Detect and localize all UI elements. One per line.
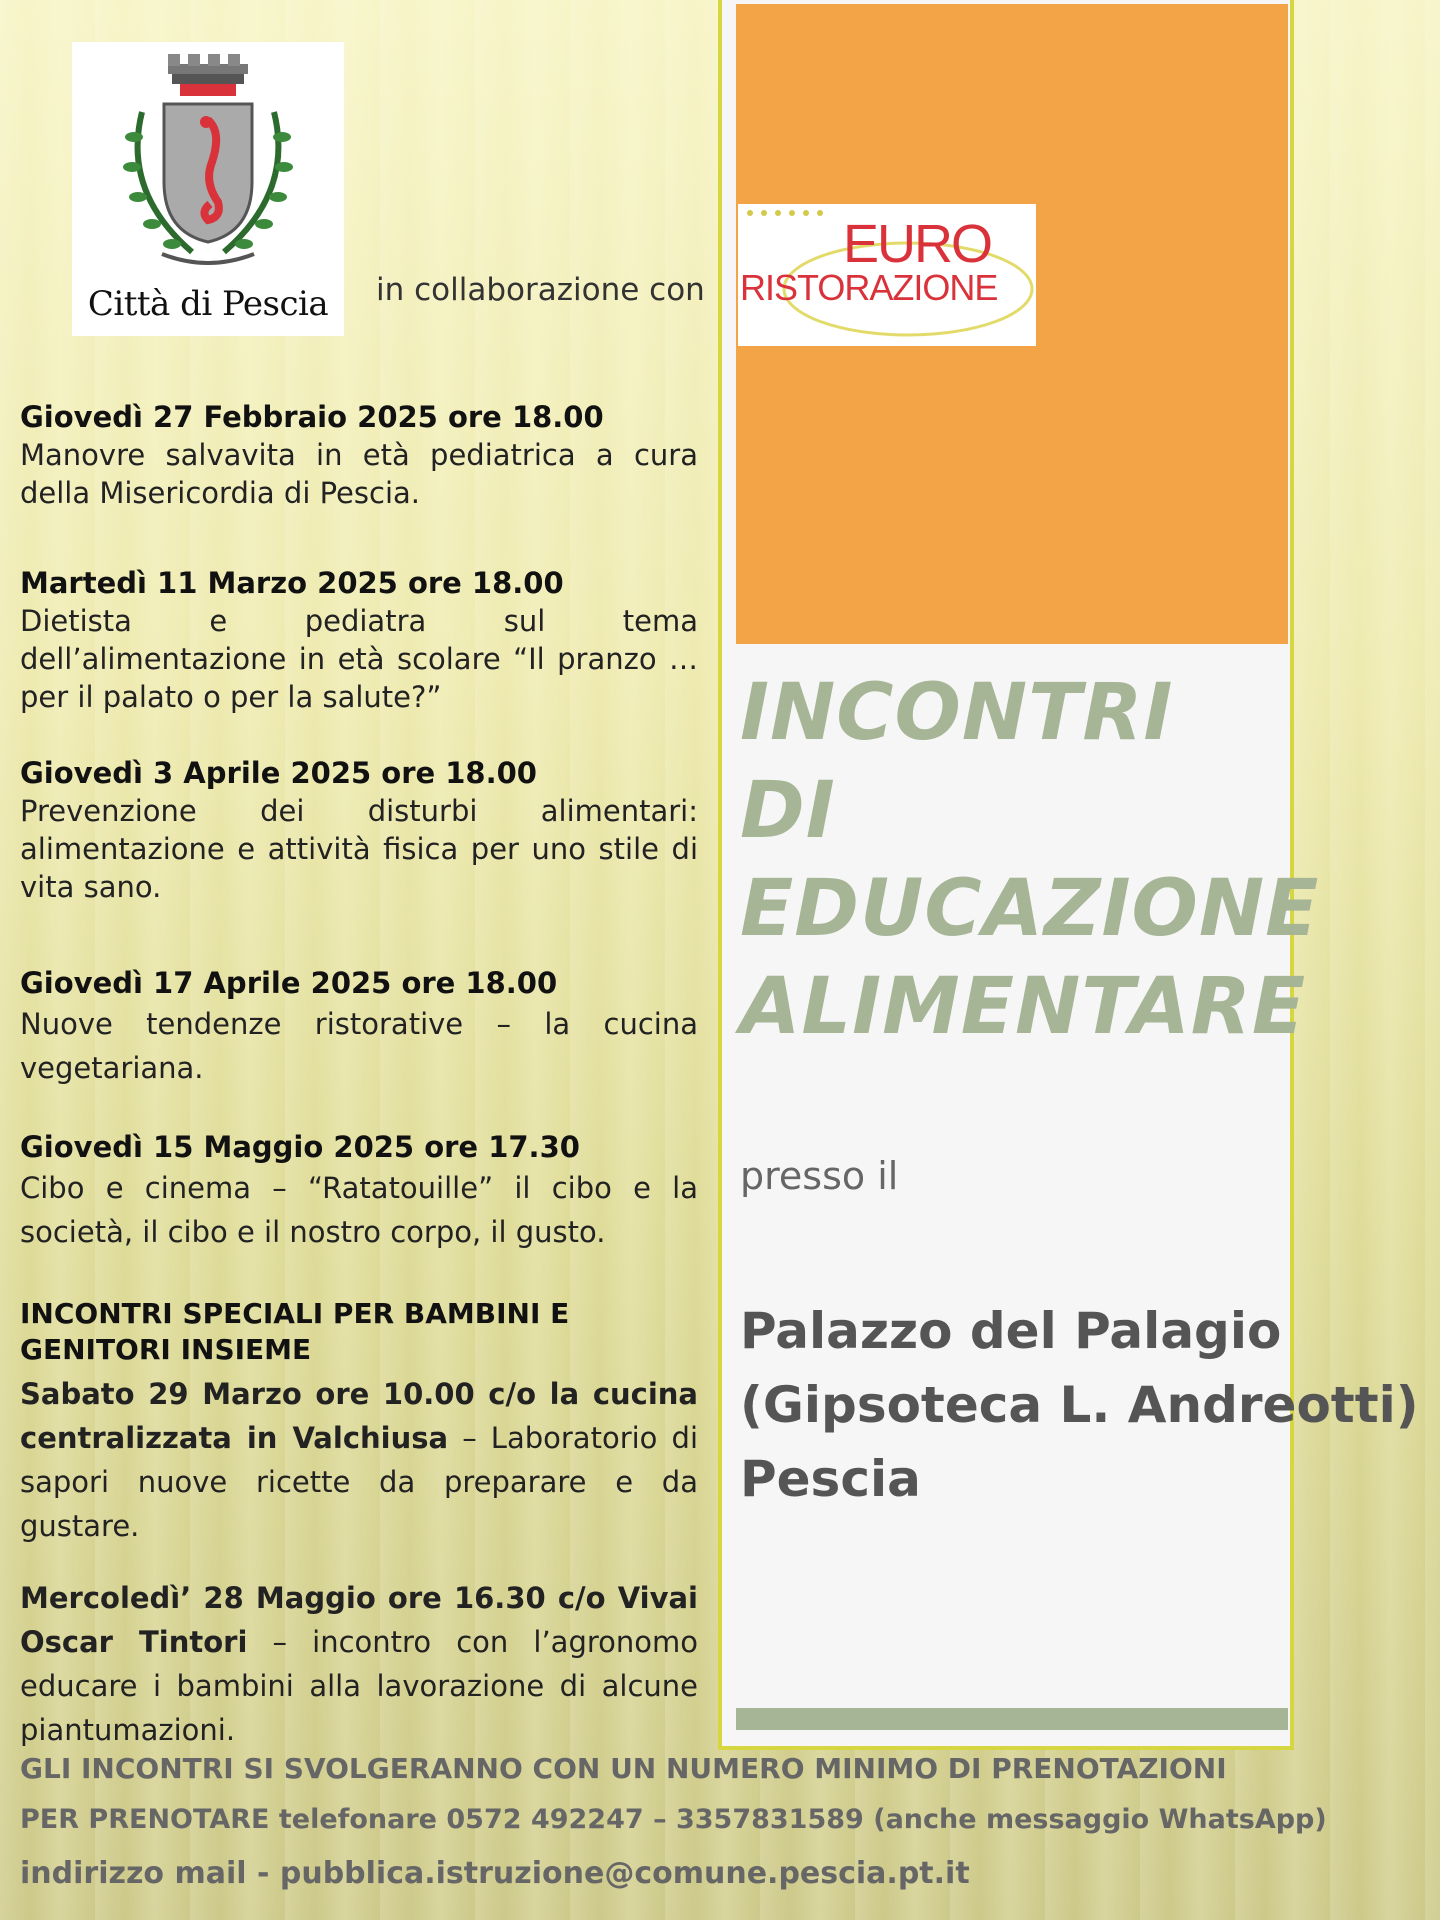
euroristorazione-logo-icon [738,204,1036,346]
euroristorazione-logo [738,204,1036,346]
special-item-text: – Laboratorio di sapori nuove ricette da preparare e da gustare. [20,1421,698,1543]
event-description: Dietista e pediatra sul tema dell’alimentazione in età scolare “Il pranzo … per il palato o per la salute?” [20,604,698,714]
special-title: INCONTRI SPECIALI PER BAMBINI E GENITORI INSIEME [20,1297,570,1366]
special-section [20,1296,698,1548]
footer-booking: PER PRENOTARE telefonare 0572 492247 – 3357831589 (anche messaggio WhatsApp) [20,1804,1327,1835]
event-date: Giovedì 17 Aprile 2025 ore 18.00 [20,966,558,1000]
title-line: INCONTRI [740,668,1174,758]
event-date: Giovedì 27 Febbraio 2025 ore 18.00 [20,400,604,434]
event-description: Prevenzione dei disturbi alimentari: alimentazione e attività fisica per uno stile di vita sano. [20,794,698,904]
collaboration-text: in collaborazione con [376,272,705,308]
info-panel [718,0,1419,1750]
event-description: Manovre salvavita in età pediatrica a cura della Misericordia di Pescia. [20,438,698,510]
event-date: Giovedì 3 Aprile 2025 ore 18.00 [20,756,537,790]
venue-line: (Gipsoteca L. Andreotti) [740,1376,1419,1434]
title-line: ALIMENTARE [740,962,1307,1052]
event-date: Giovedì 15 Maggio 2025 ore 17.30 [20,1130,580,1164]
venue-line: Pescia [740,1450,921,1508]
footer-email: indirizzo mail - pubblica.istruzione@comune.pescia.pt.it [20,1856,970,1891]
special-item [20,1372,698,1548]
special-item-heading: Mercoledì’ 28 Maggio ore 16.30 c/o Vivai Oscar Tintori [20,1581,698,1659]
event-item [20,398,698,512]
logo-caption: Città di Pescia [87,284,329,324]
venue-line: Palazzo del Palagio [740,1302,1282,1360]
euro-word: EURO [843,214,992,274]
event-item [20,964,698,1090]
coat-of-arms-icon [72,42,344,282]
event-item [20,564,698,716]
title-line: DI [740,766,836,856]
event-description: Cibo e cinema – “Ratatouille” il cibo e la società, il cibo e il nostro corpo, il gusto. [20,1171,698,1249]
special-section [20,1576,698,1752]
green-bar [736,1708,1288,1730]
panel-title [740,664,1320,1056]
special-item-heading: Sabato 29 Marzo ore 10.00 c/o la cucina centralizzata in Valchiusa [20,1377,698,1455]
ristorazione-word: RISTORAZIONE [740,267,998,308]
presso-label: presso il [740,1154,899,1198]
special-item [20,1576,698,1752]
event-description: Nuove tendenze ristorative – la cucina vegetariana. [20,1007,698,1085]
event-item [20,754,698,906]
event-item [20,1128,698,1254]
city-logo [72,42,344,336]
venue-name [740,1294,1419,1516]
title-line: EDUCAZIONE [740,864,1320,954]
footer-notice: GLI INCONTRI SI SVOLGERANNO CON UN NUMERO MINIMO DI PRENOTAZIONI [20,1752,1227,1785]
event-date: Martedì 11 Marzo 2025 ore 18.00 [20,566,564,600]
special-item-text: – incontro con l’agronomo educare i bambini alla lavorazione di alcune piantumazioni. [20,1625,698,1747]
